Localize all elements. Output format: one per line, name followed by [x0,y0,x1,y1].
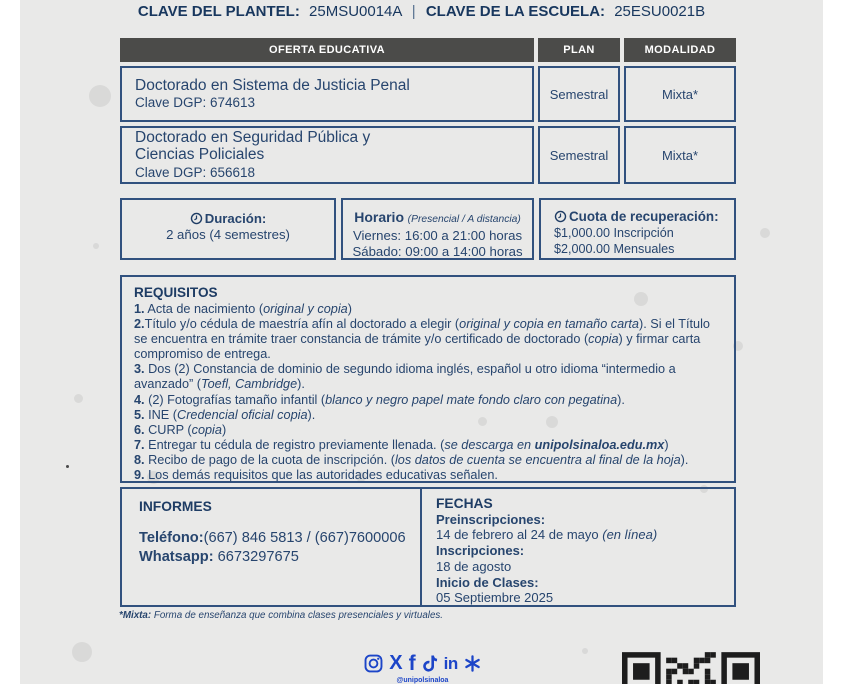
fechas-line: Preinscripciones: [436,511,546,527]
horario-lines: Viernes: 16:00 a 21:00 horas Sábado: 09:00 a 14:00 horas [352,228,523,259]
table-cell-plan: Semestral [538,126,620,184]
table-header-modalidad: MODALIDAD [624,38,736,62]
clave-escuela-label: CLAVE DE LA ESCUELA: [425,3,606,20]
requisitos-title: REQUISITOS [134,285,218,300]
fechas-line: Inicio de Clases: [436,574,539,590]
requisito-item: 8. Recibo de pago de la cuota de inscripción. (los datos de cuenta se encuentra al final de la hoja). [134,452,689,467]
qr-code [622,652,760,684]
cuota-box [539,198,736,260]
cuota-lines: $1,000.00 Inscripción $2,000.00 Mensuales [554,226,675,256]
program-clave: Clave DGP: 674613 [135,95,256,110]
requisito-item: 4. (2) Fotografías tamaño infantil (blanco y negro papel mate fondo claro con pegatina). [134,392,625,407]
decor-dot [760,228,770,238]
table-row-program [120,126,534,184]
fechas-line: 14 de febrero al 24 de mayo (en línea) [436,527,658,543]
contact-box [120,487,736,607]
asterisk-icon [464,655,481,672]
clock-icon [554,210,567,223]
facebook-icon: f [408,651,416,675]
table-cell-modalidad: Mixta* [624,66,736,122]
table-header-plan: PLAN [538,38,620,62]
telefono-line: Teléfono:(667) 846 5813 / (667)7600006 [139,530,406,546]
page-title [20,3,823,20]
decor-dot [89,85,111,107]
program-name: Doctorado en Sistema de Justicia Penal [135,76,410,94]
whatsapp-line: Whatsapp: 6673297675 [139,549,299,565]
informes-title: INFORMES [139,499,212,514]
table-cell-modalidad: Mixta* [624,126,736,184]
decor-dot [66,465,69,468]
requisito-item: 1. Acta de nacimiento (original y copia) [134,302,352,316]
table-header-oferta: OFERTA EDUCATIVA [120,38,534,62]
decor-dot [93,243,99,249]
social-handle: @unipolsinaloa [396,677,449,684]
requisito-item: 5. INE (Credencial oficial copia). [134,407,316,422]
requisito-item: 6. CURP (copia) [134,422,227,437]
mixta-footnote: *Mixta: Forma de enseñanza que combina clases presenciales y virtuales. [119,610,444,621]
fechas-line: 18 de agosto [436,558,512,574]
informes-panel [122,489,422,605]
horario-box [341,198,534,260]
clock-icon [190,212,203,225]
table-row-program [120,66,534,122]
fechas-line: Inscripciones: [436,543,525,559]
fechas-line: 05 Septiembre 2025 [436,590,554,606]
fechas-panel [422,489,734,605]
horario-sublabel: (Presencial / A distancia) [407,214,521,225]
duracion-box [120,198,336,260]
duracion-value: 2 años (4 semestres) [166,227,290,242]
requisito-item: 7. Entregar tu cédula de registro previamente llenada. (se descarga en unipolsinaloa.edu.mx) [134,437,669,452]
clave-plantel-value: 25MSU0014A [309,3,402,20]
duracion-label: Duración: [204,211,267,226]
title-separator: | [411,3,416,20]
horario-label: Horario [354,209,404,225]
decor-dot [74,394,83,403]
requisito-item: 9. Los demás requisitos que las autoridades educativas señalen. [134,468,498,483]
clave-plantel-label: CLAVE DEL PLANTEL: [137,3,300,20]
tiktok-icon [422,654,438,673]
fechas-title: FECHAS [436,496,493,511]
cuota-label: Cuota de recuperación: [569,209,719,224]
clave-escuela-value: 25ESU0021B [614,3,706,20]
table-cell-plan: Semestral [538,66,620,122]
program-clave: Clave DGP: 656618 [135,164,256,180]
program-name: Doctorado en Seguridad Pública y Ciencias Policiales [135,128,371,164]
linkedin-icon: in [443,653,458,673]
requisitos-box [120,275,736,483]
instagram-icon [364,654,383,673]
x-icon: X [389,652,403,674]
requisito-item: 2.Título y/o cédula de maestría afín al doctorado a elegir (original y copia en tamaño carta). Si el Título se encuentra en trámite traer constancia de trámite y/o certificado de doctorado (copia) y firmar carta compromiso de entrega. [134,317,710,362]
requisito-item: 3. Dos (2) Constancia de dominio de segundo idioma inglés, español u otro idioma “intermedio a avanzado” (Toefl, Cambridge). [134,362,676,392]
